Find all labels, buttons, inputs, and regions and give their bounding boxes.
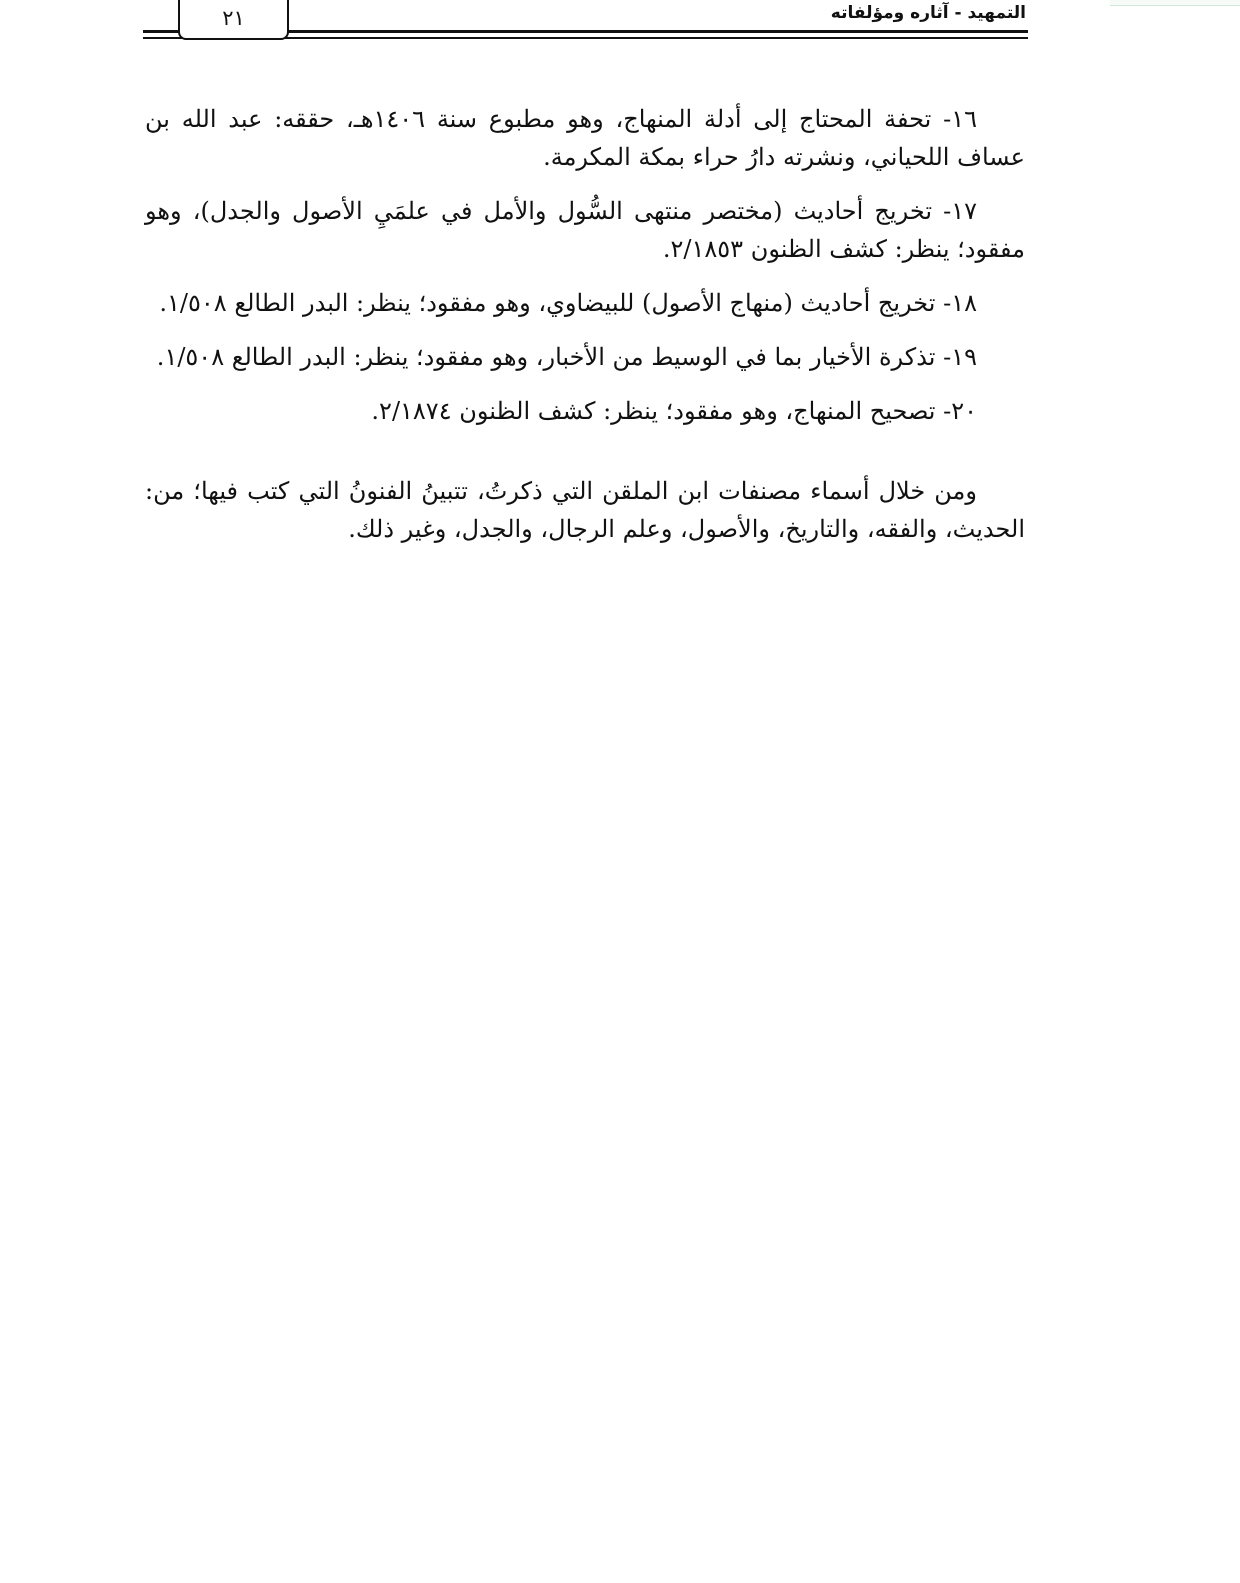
corner-mark [1110, 0, 1240, 6]
page-body [145, 100, 1025, 548]
page-header [143, 0, 1028, 44]
list-item-17: ١٧- تخريج أحاديث (مختصر منتهى السُّول والأمل في علمَيِ الأصول والجدل)، وهو مفقود؛ ينظر: كشف الظنون ٢/١٨٥٣. [145, 197, 1025, 263]
list-item-18: ١٨- تخريج أحاديث (منهاج الأصول) للبيضاوي، وهو مفقود؛ ينظر: البدر الطالع ١/٥٠٨. [159, 289, 977, 317]
list-item-16: ١٦- تحفة المحتاج إلى أدلة المنهاج، وهو مطبوع سنة ١٤٠٦هـ، حققه: عبد الله بن عساف اللحياني، ونشرته دارُ حراء بمكة المكرمة. [145, 105, 1025, 171]
closing-paragraph: ومن خلال أسماء مصنفات ابن الملقن التي ذكرتُ، تتبينُ الفنونُ التي كتب فيها؛ من: الحديث، والفقه، والتاريخ، والأصول، وعلم الرجال، والجدل، وغير ذلك. [145, 477, 1025, 543]
running-title: التمهيد - آثاره ومؤلفاته [830, 3, 1026, 23]
list-item-19: ١٩- تذكرة الأخيار بما في الوسيط من الأخبار، وهو مفقود؛ ينظر: البدر الطالع ١/٥٠٨. [156, 343, 977, 371]
list-item-20: ٢٠- تصحيح المنهاج، وهو مفقود؛ ينظر: كشف الظنون ٢/١٨٧٤. [371, 397, 977, 425]
page-number: ٢١ [178, 0, 289, 40]
